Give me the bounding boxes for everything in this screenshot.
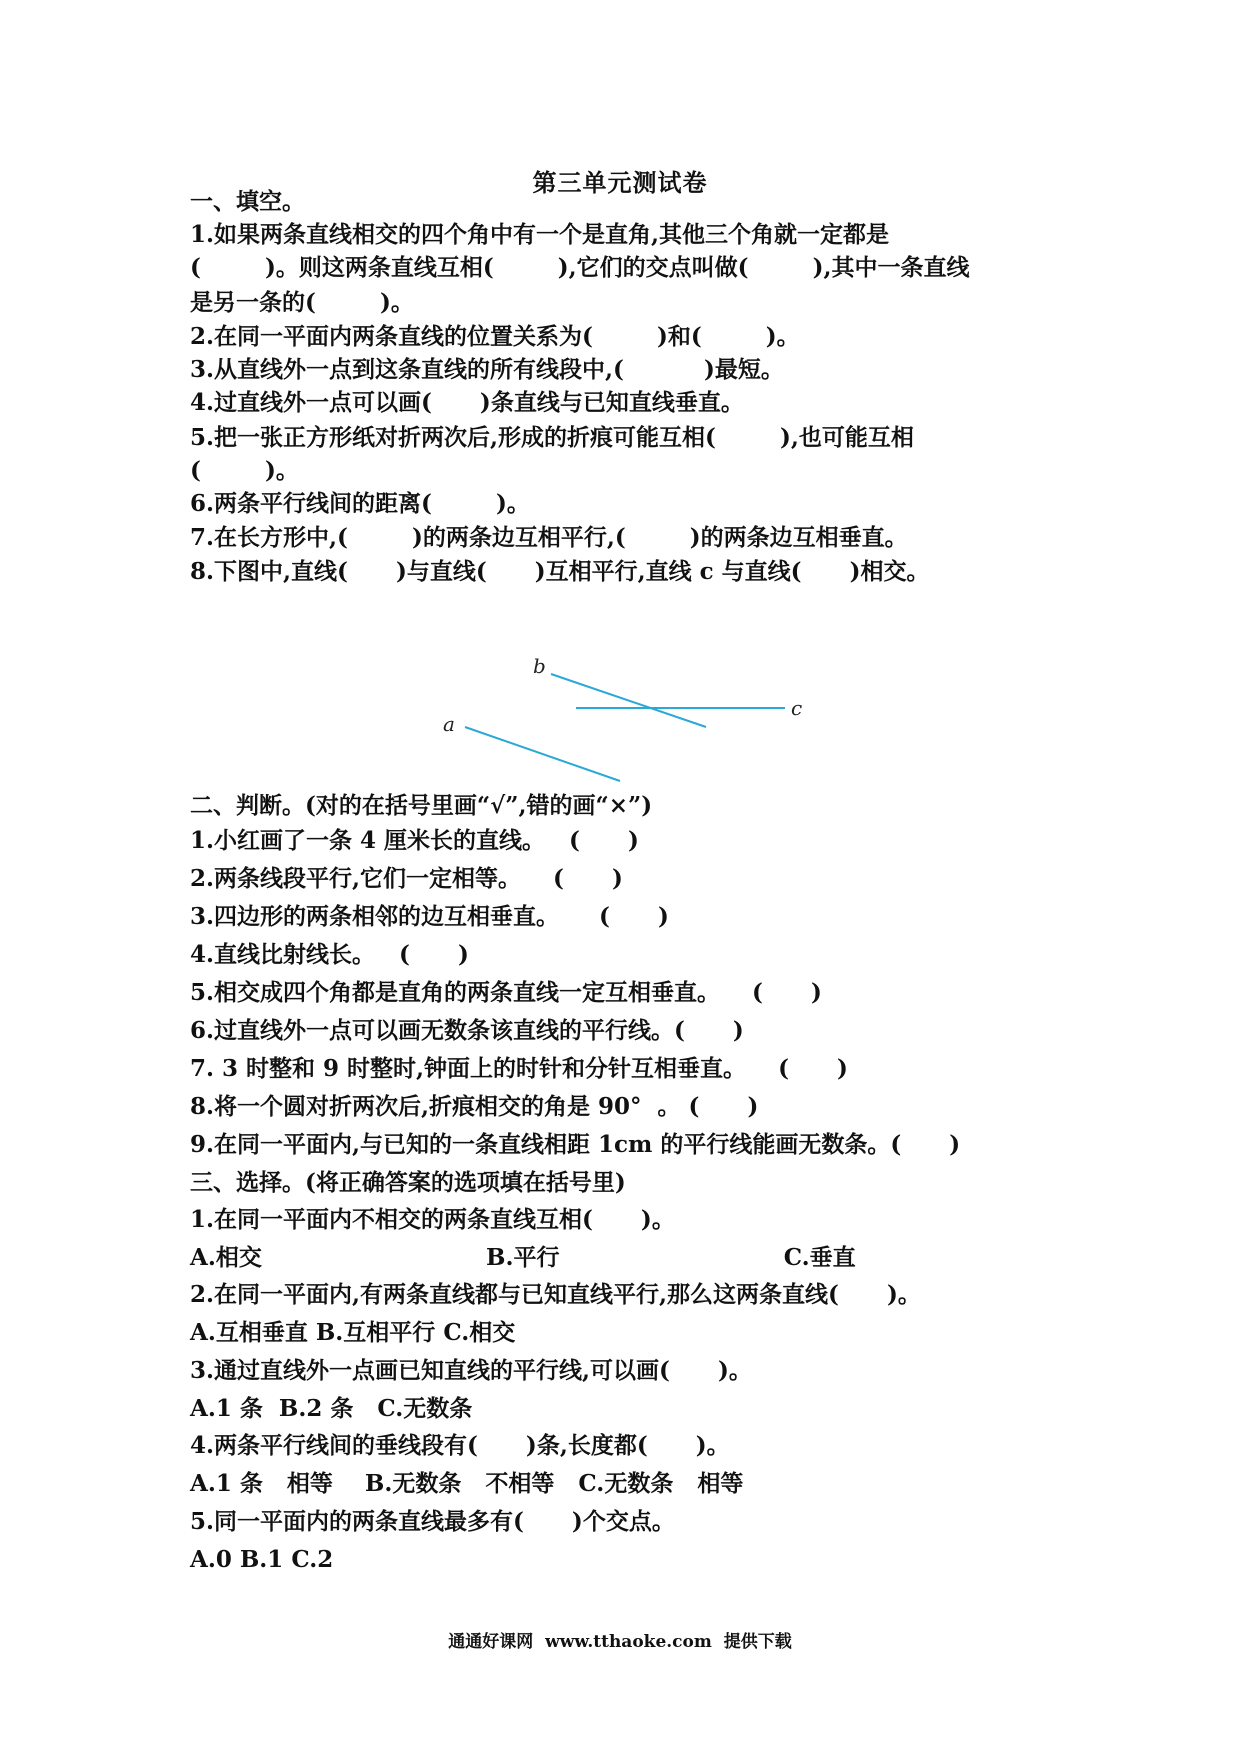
section-heading-choice: 三、选择。(将正确答案的选项填在括号里) <box>190 1169 626 1196</box>
question-line: 9.在同一平面内,与已知的一条直线相距 1cm 的平行线能画无数条。( ) <box>190 1131 961 1158</box>
question-line: 1.在同一平面内不相交的两条直线互相( )。 <box>190 1206 675 1233</box>
question-line: 4.两条平行线间的垂线段有( )条,长度都( )。 <box>190 1432 730 1459</box>
question-line: 2.在同一平面内两条直线的位置关系为( )和( )。 <box>190 323 800 350</box>
label-b: b <box>533 654 546 678</box>
question-line: 2.两条线段平行,它们一定相等。 ( ) <box>190 865 623 892</box>
question-line: 7. 3 时整和 9 时整时,钟面上的时针和分针互相垂直。 ( ) <box>190 1055 848 1082</box>
question-line: 4.直线比射线长。 ( ) <box>190 941 469 968</box>
section-heading-fill-in: 一、填空。 <box>190 188 305 215</box>
question-line: 6.过直线外一点可以画无数条该直线的平行线。( ) <box>190 1017 744 1044</box>
question-line: 5.把一张正方形纸对折两次后,形成的折痕可能互相( ),也可能互相 <box>190 424 914 451</box>
option-line: A.互相垂直 B.互相平行 C.相交 <box>190 1319 516 1346</box>
option-line: A.0 B.1 C.2 <box>190 1546 334 1573</box>
question-line: 是另一条的( )。 <box>190 289 414 316</box>
question-line: 1.小红画了一条 4 厘米长的直线。 ( ) <box>190 827 639 854</box>
option-line: A.相交 B.平行 C.垂直 <box>190 1244 856 1271</box>
question-line: 1.如果两条直线相交的四个角中有一个是直角,其他三个角就一定都是 <box>190 221 890 248</box>
option-line: A.1 条 B.2 条 C.无数条 <box>190 1395 473 1422</box>
question-line: 2.在同一平面内,有两条直线都与已知直线平行,那么这两条直线( )。 <box>190 1281 921 1308</box>
question-line: ( )。则这两条直线互相( ),它们的交点叫做( ),其中一条直线 <box>190 254 970 281</box>
question-line: 6.两条平行线间的距离( )。 <box>190 490 530 517</box>
question-line: 3.从直线外一点到这条直线的所有线段中,( )最短。 <box>190 356 784 383</box>
question-line: 4.过直线外一点可以画( )条直线与已知直线垂直。 <box>190 389 744 416</box>
question-line: ( )。 <box>190 457 299 484</box>
question-line: 3.通过直线外一点画已知直线的平行线,可以画( )。 <box>190 1357 752 1384</box>
question-line: 8.下图中,直线( )与直线( )互相平行,直线 c 与直线( )相交。 <box>190 558 930 585</box>
question-line: 3.四边形的两条相邻的边互相垂直。 ( ) <box>190 903 669 930</box>
option-line: A.1 条 相等 B.无数条 不相等 C.无数条 相等 <box>190 1470 744 1497</box>
line-a <box>465 727 620 781</box>
question-line: 5.同一平面内的两条直线最多有( )个交点。 <box>190 1508 675 1535</box>
page-title: 第三单元测试卷 <box>532 168 708 197</box>
question-line: 5.相交成四个角都是直角的两条直线一定互相垂直。 ( ) <box>190 979 822 1006</box>
label-c: c <box>791 696 803 720</box>
label-a: a <box>443 712 455 736</box>
footer-credit: 通通好课网 www.tthaoke.com 提供下载 <box>448 1632 792 1652</box>
line-b <box>551 674 706 727</box>
question-line: 7.在长方形中,( )的两条边互相平行,( )的两条边互相垂直。 <box>190 524 908 551</box>
section-heading-judge: 二、判断。(对的在括号里画“√”,错的画“×”) <box>190 792 653 819</box>
question-line: 8.将一个圆对折两次后,折痕相交的角是 90° 。 ( ) <box>190 1093 759 1120</box>
